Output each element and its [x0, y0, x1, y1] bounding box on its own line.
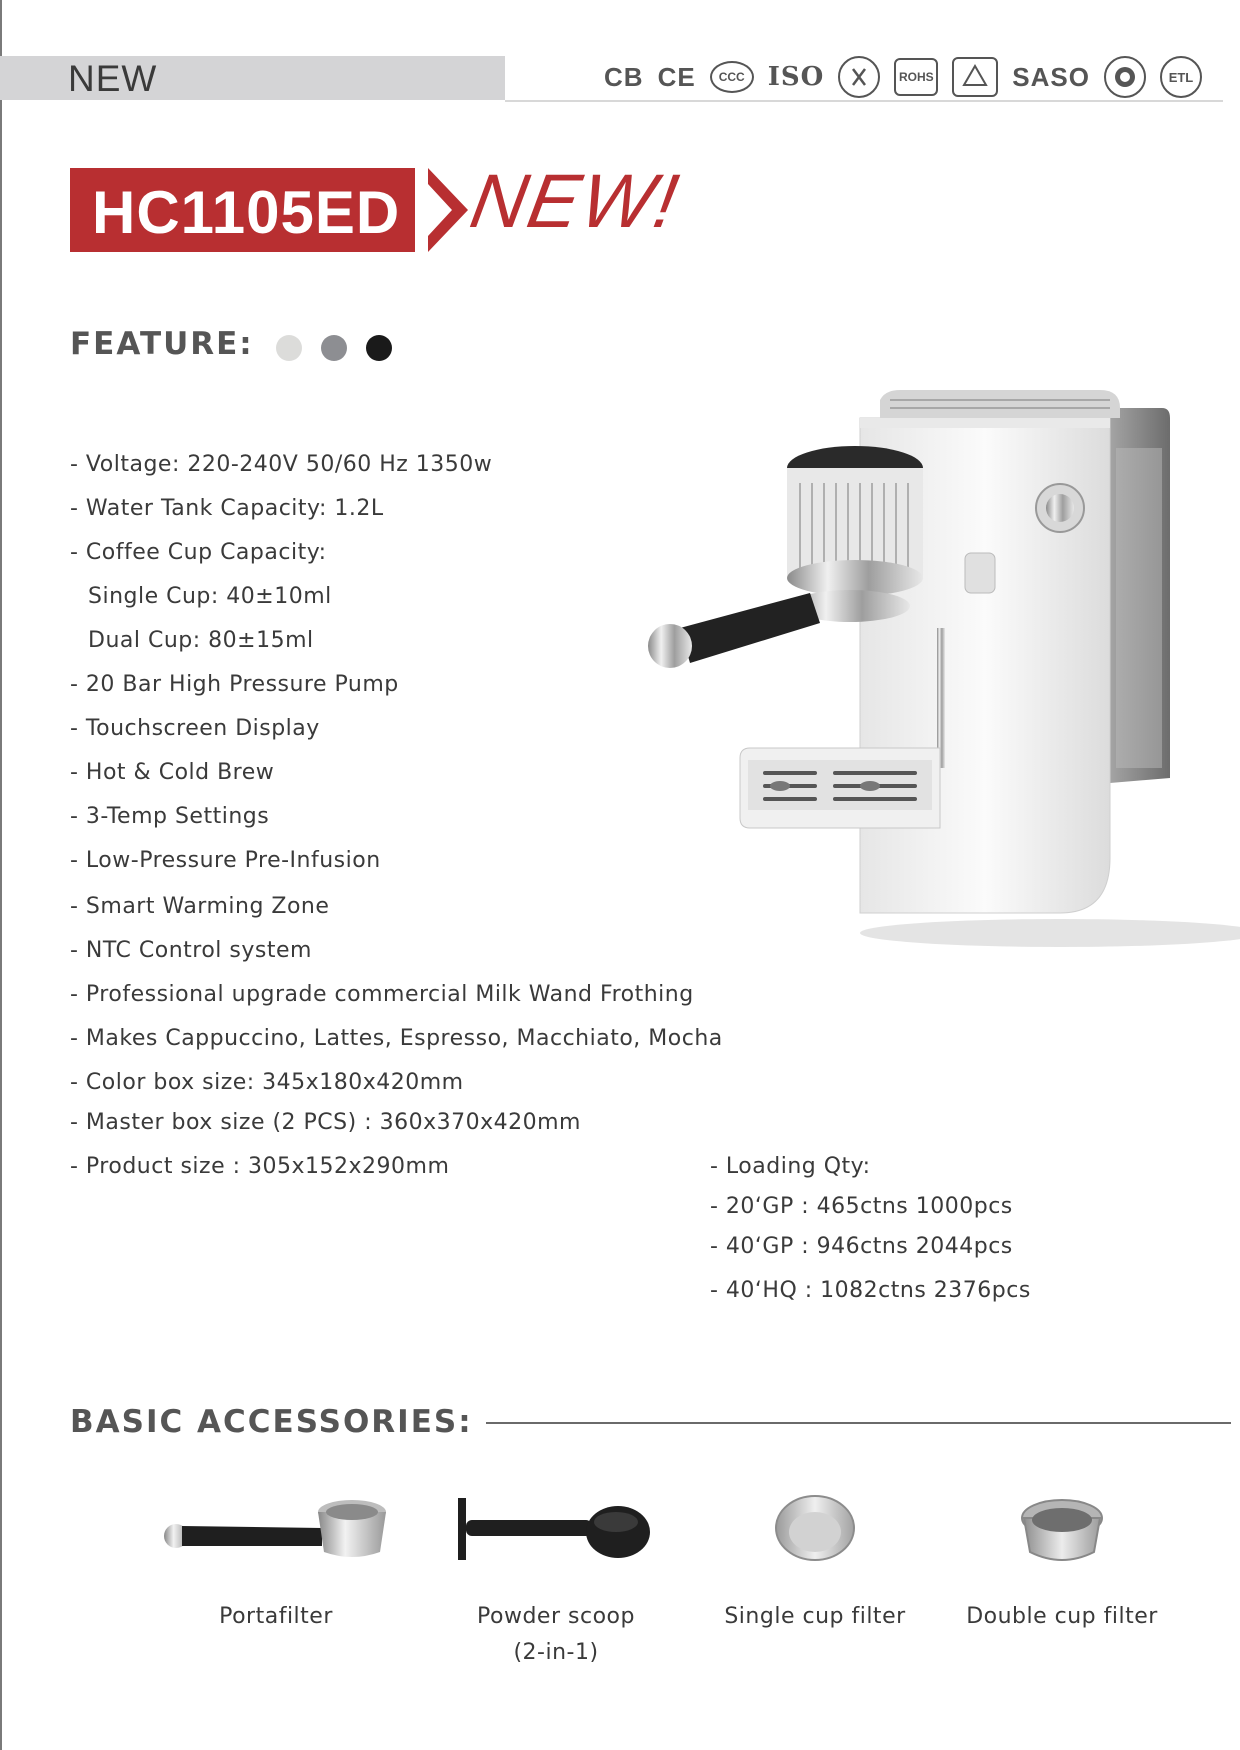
feature-heading: FEATURE:: [70, 326, 254, 362]
color-option-light-gray: [276, 335, 302, 361]
spec-line: - NTC Control system: [70, 938, 312, 963]
spec-line: - Makes Cappuccino, Lattes, Espresso, Macchiato, Mocha: [70, 1026, 723, 1051]
spec-line: - Low-Pressure Pre-Infusion: [70, 848, 381, 873]
certification-logos: [604, 54, 1202, 100]
accessories-heading: BASIC ACCESSORIES:: [70, 1404, 473, 1440]
spec-line: - Professional upgrade commercial Milk Wand Frothing: [70, 982, 694, 1007]
accessory-label-single-cup-filter: Single cup filter: [724, 1604, 906, 1629]
espresso-machine-image: [640, 388, 1240, 988]
loading-qty-line: - 20‘GP : 465ctns 1000pcs: [710, 1194, 1013, 1219]
model-name-banner: [70, 168, 415, 252]
new-badge: NEW!: [464, 159, 686, 244]
accessory-sublabel-powder-scoop: (2-in-1): [513, 1640, 599, 1665]
spec-line: Dual Cup: 80±15ml: [88, 628, 314, 653]
spec-line: - Color box size: 345x180x420mm: [70, 1070, 464, 1095]
etl-mark-icon: ETL: [1160, 56, 1202, 98]
accessory-label-portafilter: Portafilter: [219, 1604, 333, 1629]
accessory-label-powder-scoop: Powder scoop: [477, 1604, 635, 1629]
model-arrow-icon: [426, 168, 470, 252]
saso-mark-icon: SASO: [1012, 61, 1090, 92]
portafilter-image: [162, 1490, 392, 1570]
loading-qty-line: - 40‘GP : 946ctns 2044pcs: [710, 1234, 1013, 1259]
bsq-mark-icon: [1104, 56, 1146, 98]
spec-line: - Coffee Cup Capacity:: [70, 540, 327, 565]
powder-scoop-image: [458, 1496, 658, 1566]
page-edge-line: [0, 0, 2, 1750]
spec-line: - Voltage: 220-240V 50/60 Hz 1350w: [70, 452, 493, 477]
new-tag: NEW: [68, 58, 158, 99]
rohs-mark-icon: ROHS: [894, 58, 938, 96]
spec-line: - Hot & Cold Brew: [70, 760, 275, 785]
model-name: HC1105ED: [92, 179, 401, 246]
loading-qty-line: - 40‘HQ : 1082ctns 2376pcs: [710, 1278, 1031, 1303]
ce-mark-icon: CE: [657, 61, 696, 92]
accessory-label-double-cup-filter: Double cup filter: [966, 1604, 1158, 1629]
spec-line: - Water Tank Capacity: 1.2L: [70, 496, 384, 521]
spec-line: - Master box size (2 PCS) : 360x370x420mm: [70, 1110, 581, 1135]
loading-qty-heading: - Loading Qty:: [710, 1154, 871, 1179]
tuv-mark-icon: [952, 57, 998, 97]
spec-line: - 20 Bar High Pressure Pump: [70, 672, 399, 697]
spec-line: - 3-Temp Settings: [70, 804, 270, 829]
color-option-gray: [321, 335, 347, 361]
iso-mark-icon: ISO: [767, 62, 825, 92]
ccc-mark-icon: CCC: [710, 61, 754, 93]
single-cup-filter-image: [774, 1494, 856, 1566]
color-option-black: [366, 335, 392, 361]
header-rule: [505, 100, 1223, 102]
spec-line: - Touchscreen Display: [70, 716, 320, 741]
accessories-rule: [486, 1422, 1231, 1424]
cb-mark-icon: CB: [604, 61, 644, 92]
spec-line: - Product size : 305x152x290mm: [70, 1154, 450, 1179]
spec-line: - Smart Warming Zone: [70, 894, 330, 919]
header-bar: [0, 56, 505, 100]
lfgb-mark-icon: [838, 56, 880, 98]
spec-line: Single Cup: 40±10ml: [88, 584, 332, 609]
double-cup-filter-image: [1020, 1496, 1104, 1568]
